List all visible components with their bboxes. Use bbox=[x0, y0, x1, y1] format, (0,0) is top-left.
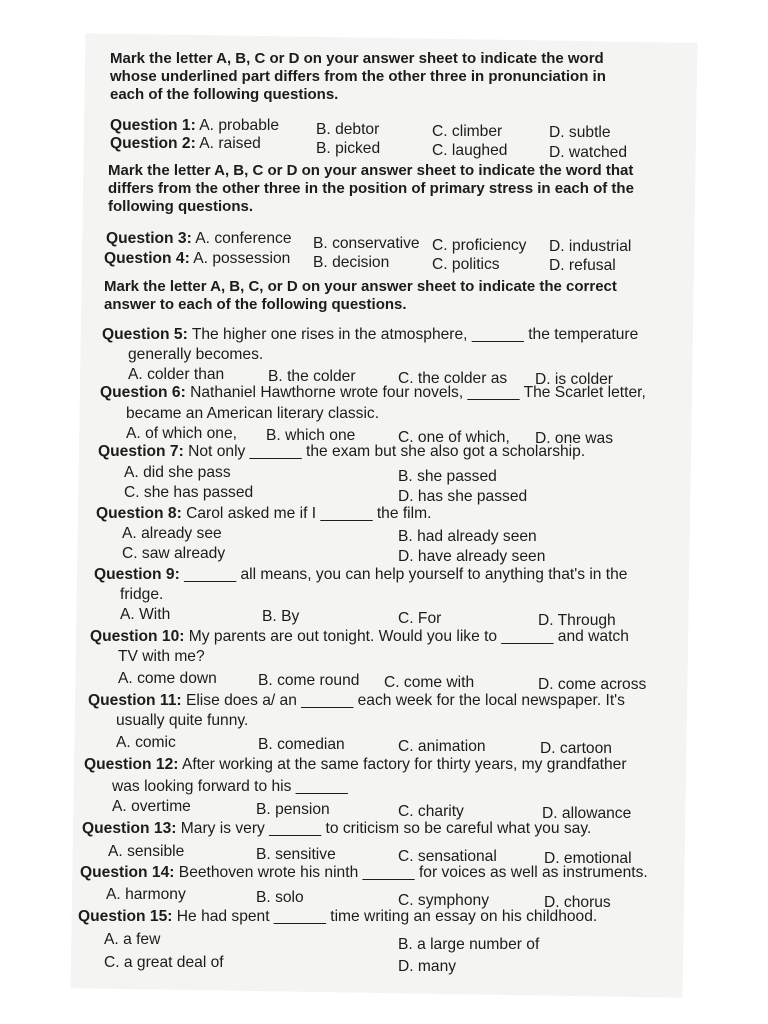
option-c: C. one of which, bbox=[398, 429, 510, 446]
option-c: C. she has passed bbox=[124, 484, 254, 501]
question-11 bbox=[88, 692, 625, 710]
question-7 bbox=[98, 443, 585, 461]
option-a: A. conference bbox=[195, 230, 292, 247]
option-b: B. she passed bbox=[398, 468, 497, 485]
option-a: A. come down bbox=[118, 670, 217, 687]
option-c: C. politics bbox=[432, 256, 500, 273]
option-b: B. sensitive bbox=[256, 846, 336, 863]
question-label: Question 10: bbox=[90, 628, 185, 645]
option-a: A. probable bbox=[199, 117, 280, 134]
option-b: B. the colder bbox=[268, 368, 356, 385]
option-a: A. sensible bbox=[108, 843, 185, 860]
option-a: A. comic bbox=[116, 734, 176, 751]
question-label: Question 15: bbox=[78, 908, 173, 925]
option-d: D. many bbox=[398, 958, 457, 975]
question-label: Question 13: bbox=[82, 820, 177, 837]
option-b: B. By bbox=[262, 608, 300, 625]
question-stem: Elise does a/ an ______ each week for the local newspaper. It's bbox=[185, 692, 625, 709]
option-c: C. sensational bbox=[398, 848, 497, 865]
question-label: Question 5: bbox=[102, 326, 188, 343]
option-d: D. watched bbox=[549, 144, 628, 161]
question-8 bbox=[96, 505, 431, 523]
option-a: A. already see bbox=[122, 525, 222, 542]
option-b: B. solo bbox=[256, 889, 304, 906]
instruction-line: Mark the letter A, B, C or D on your answer sheet to indicate the word that bbox=[108, 162, 634, 179]
question-stem: Not only ______ the exam but she also got a scholarship. bbox=[188, 443, 586, 460]
question-stem-cont: generally becomes. bbox=[128, 346, 264, 363]
question-6 bbox=[100, 384, 646, 402]
question-stem-cont: was looking forward to his ______ bbox=[112, 778, 348, 795]
question-label: Question 11: bbox=[88, 692, 182, 709]
question-stem: Carol asked me if I ______ the film. bbox=[186, 505, 432, 522]
instruction-line: answer to each of the following questions. bbox=[104, 296, 407, 313]
option-c: C. the colder as bbox=[398, 370, 508, 387]
question-10 bbox=[90, 628, 629, 646]
question-label: Question 12: bbox=[84, 756, 179, 773]
question-stem-cont: usually quite funny. bbox=[116, 712, 249, 729]
instruction-line: differs from the other three in the position of primary stress in each of the bbox=[108, 180, 634, 197]
option-c: C. saw already bbox=[122, 545, 226, 562]
option-b: B. which one bbox=[266, 427, 356, 444]
option-c: C. laughed bbox=[432, 142, 508, 159]
option-a: A. of which one, bbox=[126, 425, 237, 442]
option-a: A. raised bbox=[199, 135, 261, 152]
question-2 bbox=[110, 135, 261, 153]
option-b: B. comedian bbox=[258, 736, 345, 753]
option-b: B. a large number of bbox=[398, 936, 540, 953]
option-b: B. come round bbox=[258, 672, 360, 689]
option-d: D. have already seen bbox=[398, 548, 546, 565]
option-c: C. For bbox=[398, 610, 442, 627]
option-d: D. emotional bbox=[544, 850, 632, 867]
question-1 bbox=[110, 117, 279, 135]
option-c: C. come with bbox=[384, 674, 475, 691]
option-d: D. cartoon bbox=[540, 740, 612, 757]
option-b: B. had already seen bbox=[398, 528, 537, 545]
question-label: Question 6: bbox=[100, 384, 186, 401]
option-d: D. one was bbox=[535, 430, 614, 447]
option-a: A. a few bbox=[104, 931, 161, 948]
option-c: C. charity bbox=[398, 803, 464, 820]
question-9 bbox=[94, 566, 627, 584]
option-a: A. harmony bbox=[106, 886, 186, 903]
option-d: D. Through bbox=[538, 612, 616, 629]
question-stem: ______ all means, you can help yourself to anything that's in the bbox=[184, 566, 628, 583]
question-stem: Mary is very ______ to criticism so be careful what you say. bbox=[180, 820, 592, 837]
instruction-line: following questions. bbox=[108, 198, 253, 215]
option-c: C. animation bbox=[398, 738, 486, 755]
option-d: D. chorus bbox=[544, 894, 611, 911]
option-b: B. conservative bbox=[313, 235, 420, 252]
option-d: D. has she passed bbox=[398, 488, 528, 505]
option-d: D. industrial bbox=[549, 238, 632, 255]
question-stem: Nathaniel Hawthorne wrote four novels, ______ The Scarlet letter, bbox=[190, 384, 646, 401]
question-stem-cont: fridge. bbox=[120, 586, 164, 603]
question-label: Question 9: bbox=[94, 566, 180, 583]
question-stem: He had spent ______ time writing an essay on his childhood. bbox=[176, 908, 598, 925]
option-d: D. subtle bbox=[549, 124, 611, 141]
question-label: Question 3: bbox=[106, 230, 192, 247]
question-label: Question 2: bbox=[110, 135, 196, 152]
question-label: Question 8: bbox=[96, 505, 182, 522]
option-b: B. decision bbox=[313, 254, 390, 271]
instruction-line: each of the following questions. bbox=[110, 86, 339, 103]
option-b: B. debtor bbox=[316, 121, 380, 138]
question-4 bbox=[104, 250, 290, 268]
question-stem-cont: became an American literary classic. bbox=[126, 405, 380, 422]
option-d: D. allowance bbox=[542, 805, 632, 822]
question-13 bbox=[82, 820, 591, 838]
question-stem: The higher one rises in the atmosphere, ______ the temperature bbox=[191, 326, 639, 343]
question-label: Question 14: bbox=[80, 864, 175, 881]
option-a: A. colder than bbox=[128, 366, 225, 383]
question-label: Question 7: bbox=[98, 443, 184, 460]
question-15 bbox=[78, 908, 597, 926]
option-a: A. overtime bbox=[112, 798, 191, 815]
option-d: D. come across bbox=[538, 676, 647, 693]
option-d: D. refusal bbox=[549, 257, 616, 274]
option-a: A. did she pass bbox=[124, 464, 231, 481]
question-14 bbox=[80, 864, 648, 882]
option-c: C. proficiency bbox=[432, 237, 527, 254]
option-c: C. climber bbox=[432, 123, 503, 140]
instruction-line: Mark the letter A, B, C, or D on your answer sheet to indicate the correct bbox=[104, 278, 617, 295]
question-stem: After working at the same factory for thirty years, my grandfather bbox=[181, 756, 627, 773]
question-stem: My parents are out tonight. Would you like to ______ and watch bbox=[188, 628, 629, 645]
option-a: A. possession bbox=[193, 250, 291, 267]
question-3 bbox=[106, 230, 292, 248]
question-stem: Beethoven wrote his ninth ______ for voices as well as instruments. bbox=[178, 864, 648, 881]
question-label: Question 4: bbox=[104, 250, 190, 267]
option-c: C. symphony bbox=[398, 892, 489, 909]
option-a: A. With bbox=[120, 606, 171, 623]
question-label: Question 1: bbox=[110, 117, 196, 134]
question-stem-cont: TV with me? bbox=[118, 648, 205, 665]
question-12 bbox=[84, 756, 627, 774]
instruction-line: whose underlined part differs from the other three in pronunciation in bbox=[110, 68, 606, 85]
option-d: D. is colder bbox=[535, 371, 613, 388]
option-b: B. pension bbox=[256, 801, 330, 818]
question-5 bbox=[102, 326, 638, 344]
option-b: B. picked bbox=[316, 140, 381, 157]
instruction-line: Mark the letter A, B, C or D on your answer sheet to indicate the word bbox=[110, 50, 604, 67]
option-c: C. a great deal of bbox=[104, 954, 224, 971]
